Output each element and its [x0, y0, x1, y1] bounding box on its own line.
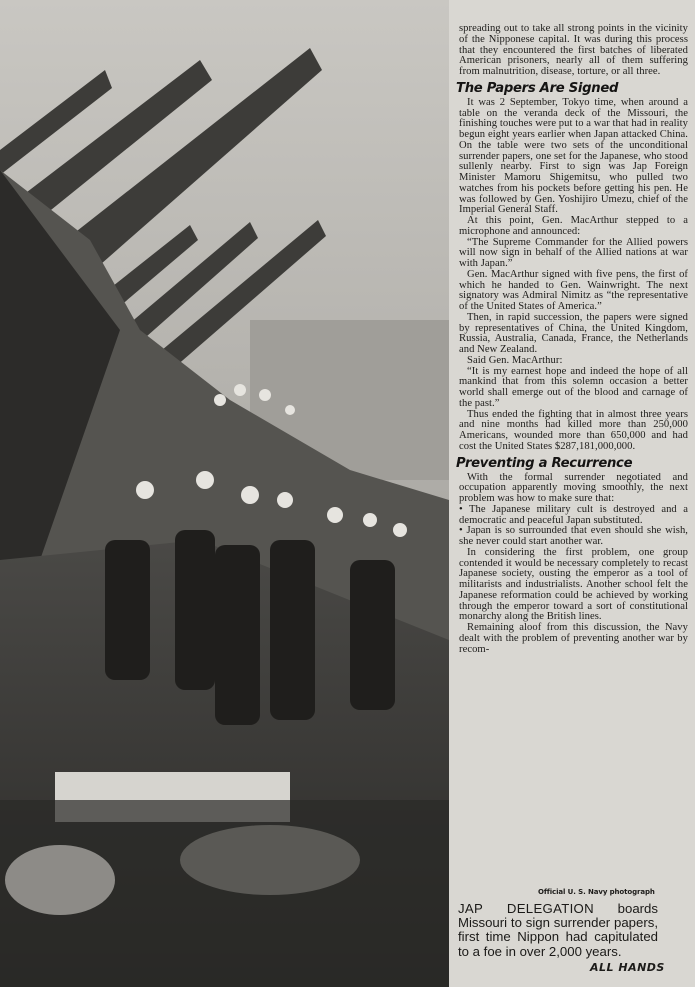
article-quote: “The Supreme Commander for the Allied powers will now sign in behalf of the Allied nations at war with Japan.”: [459, 236, 688, 269]
section-heading-papers-signed: The Papers Are Signed: [456, 80, 619, 96]
article-paragraph: At this point, Gen. MacArthur stepped to a microphone and announced:: [459, 215, 688, 237]
article-paragraph: spreading out to take all strong points in the vicinity of the Nipponese capital. It was during this process that they encountered the first batches of liberated American prisoners, nearly all of them suffering from malnutrition, disease, torture, or all three.: [459, 23, 688, 77]
article-paragraph: In considering the first problem, one group contended it would be necessary completely to recast Japanese society, ousting the emperor as a tool of militarists and industrialists. Another school felt the Japanese reformation could be achieved by working through the emperor toward a sort of constitutional monarchy along the British lines.: [459, 546, 688, 623]
article-paragraph: Gen. MacArthur signed with five pens, the first of which he handed to Gen. Wainwright. The next signatory was Admiral Nimitz as “the representative of the United States of America.”: [459, 268, 688, 312]
section-heading-preventing-recurrence: Preventing a Recurrence: [456, 455, 633, 471]
photo-caption: [458, 902, 658, 959]
article-paragraph: Said Gen. MacArthur:: [467, 354, 563, 366]
magazine-name-footer: ALL HANDS: [590, 961, 665, 974]
bullet-item: • Japan is so surrounded that even should she wish, she never could start another war.: [459, 525, 688, 547]
article-paragraph: Then, in rapid succession, the papers were signed by representatives of China, the United Kingdom, Russia, Australia, Canada, France, the Netherlands and New Zealand.: [459, 311, 688, 355]
article-quote: “It is my earnest hope and indeed the hope of all mankind that from this solemn occasion a better world shall emerge out of the blood and carnage of the past.”: [459, 365, 688, 409]
article-paragraph: With the formal surrender negotiated and occupation apparently moving smoothly, the next problem was how to make sure that:: [459, 471, 688, 504]
article-paragraph: Thus ended the fighting that in almost three years and nine months had killed more than 250,000 Americans, wounded more than 650,000 and had cost the United States $287,181,000,000.: [459, 408, 688, 452]
caption-lead: JAP DELEGATION: [458, 901, 594, 916]
bullet-item: • The Japanese military cult is destroyed and a democratic and peaceful Japan substituted.: [459, 503, 688, 526]
caption-text: boards Missouri to sign surrender papers, first time Nippon had capitulated to a foe in over 2,000 years.: [458, 901, 658, 959]
article-paragraph: It was 2 September, Tokyo time, when around a table on the veranda deck of the Missouri, the finishing touches were put to a war that had in reality begun eight years earlier when Japan attacked China. On the table were two sets of the unconditional surrender papers, one set for the Japanese, who stood sullenly nearby. First to sign was Jap Foreign Minister Mamoru Shigemitsu, who pulled two watches from his pockets before getting his pen. He was followed by Gen. Yoshijiro Umezu, chief of the Imperial General Staff.: [459, 96, 688, 216]
article-column: [456, 23, 688, 655]
article-paragraph: Remaining aloof from this discussion, the Navy dealt with the problem of preventing another war by recom-: [459, 622, 688, 655]
photo-credit: Official U. S. Navy photograph: [538, 888, 655, 896]
